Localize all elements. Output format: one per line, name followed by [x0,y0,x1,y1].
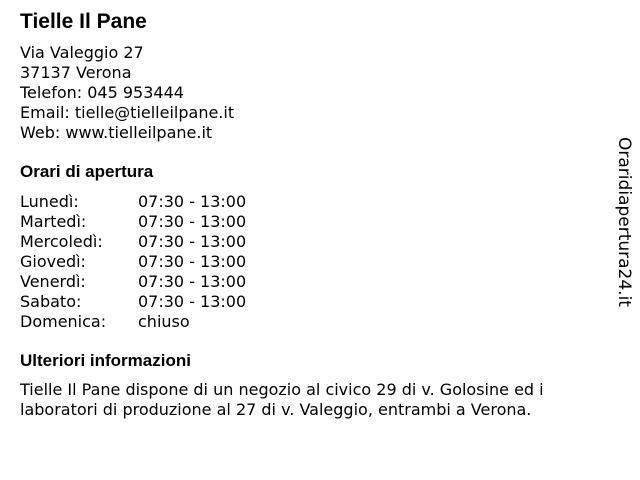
day-label: Mercoledì: [20,232,103,251]
hours-row-friday [20,272,600,292]
hours-row-sunday [20,312,600,332]
business-card [20,8,600,420]
day-label: Sabato: [20,292,82,311]
time-value: 07:30 - 13:00 [138,192,247,211]
day-label: Giovedì: [20,252,86,271]
address-city: 37137 Verona [20,63,132,82]
email-line: Email: tielle@tielleilpane.it [20,103,235,122]
day-label: Domenica: [20,312,107,331]
additional-info-text: Tielle Il Pane dispone di un negozio al civico 29 di v. Golosine ed i laboratori di produzione al 27 di v. Valeggio, entrambi a Verona. [20,380,544,419]
hours-row-monday [20,192,600,212]
time-value: 07:30 - 13:00 [138,252,247,271]
day-label: Venerdì: [20,272,86,291]
business-name: Tielle Il Pane [20,10,147,33]
opening-hours-table [20,192,600,332]
web-line: Web: www.tielleilpane.it [20,123,213,142]
hours-row-wednesday [20,232,600,252]
time-value: 07:30 - 13:00 [138,272,247,291]
hours-row-thursday [20,252,600,272]
phone-line: Telefon: 045 953444 [20,83,184,102]
time-value: 07:30 - 13:00 [138,292,247,311]
time-value: 07:30 - 13:00 [138,212,247,231]
site-watermark: Oraridiapertura24.it [614,137,634,307]
address-street: Via Valeggio 27 [20,43,144,62]
address-block [20,43,600,143]
additional-info-heading: Ulteriori informazioni [20,351,191,370]
day-label: Martedì: [20,212,87,231]
day-label: Lunedì: [20,192,79,211]
hours-row-saturday [20,292,600,312]
time-value: 07:30 - 13:00 [138,232,247,251]
opening-hours-heading: Orari di apertura [20,162,154,181]
hours-row-tuesday [20,212,600,232]
time-value: chiuso [138,312,190,331]
